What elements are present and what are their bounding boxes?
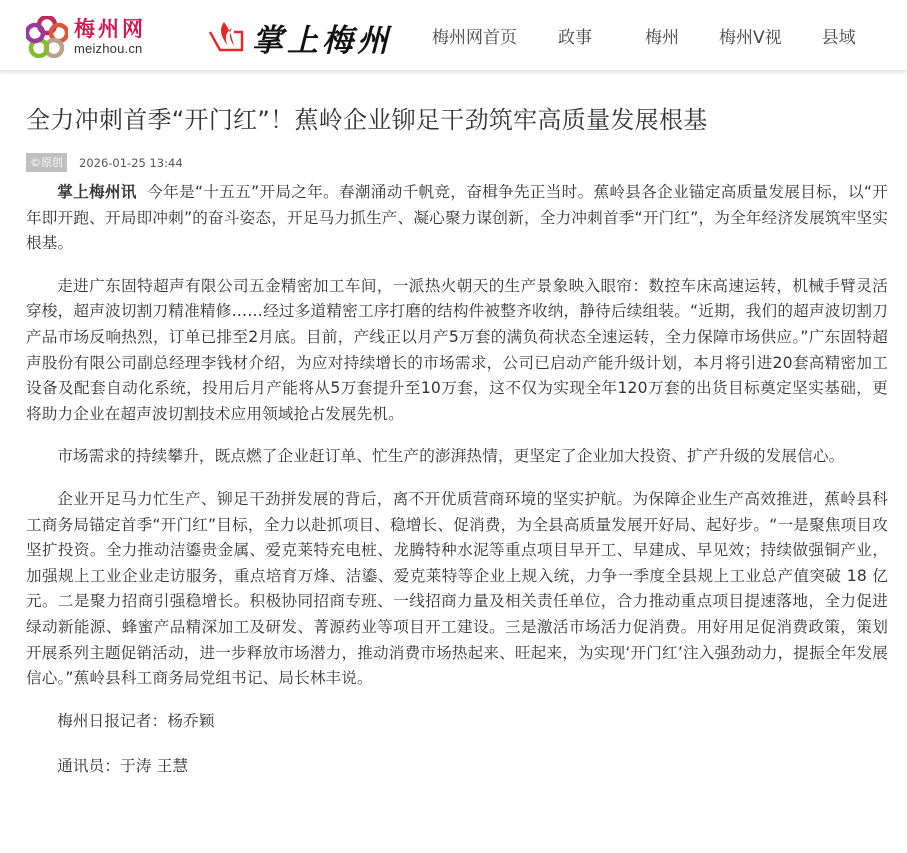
article-paragraph: 走进广东固特超声有限公司五金精密加工车间，一派热火朝天的生产景象映入眼帘：数控车床高速运转，机械手臂灵活穿梭，超声波切割刀精准精修……经过多道精密工序打磨的结构件被整齐收纳，静待后续组装。“近期，我们的超声波切割刀产品市场反响热烈，订单已排至2月底。目前，产线正以月产5万套的满负荷状态全速运转，全力保障市场供应。”广东固特超声股份有限公司副总经理李钱材介绍，为应对持续增长的市场需求，公司已启动产能升级计划，本月将引进20套高精密加工设备及配套自动化系统，投用后月产能将从5万套提升至10万套，这不仅为实现全年120万套的出货目标奠定坚实基础，更将助力企业在超声波切割技术应用领域抢占发展先机。: [26, 276, 888, 423]
nav-meizhou-video[interactable]: 梅州V视: [719, 28, 782, 48]
article-paragraph: [26, 180, 888, 257]
nav-home[interactable]: 梅州网首页: [432, 28, 517, 48]
correspondent-credit: 通讯员：于涛 王慧: [57, 757, 189, 776]
nav-politics[interactable]: 政事: [558, 28, 592, 48]
original-badge: ©原创: [26, 153, 67, 172]
nav-county[interactable]: 县域: [821, 28, 856, 48]
lead-source: 掌上梅州讯: [57, 183, 137, 201]
main-nav: [420, 0, 856, 71]
article-paragraph: 市场需求的持续攀升，既点燃了企业赶订单、忙生产的澎湃热情，更坚定了企业加大投资、扩产升级的发展信心。: [57, 447, 845, 466]
plum-flower-icon: [26, 16, 68, 58]
nav-meizhou[interactable]: 梅州: [645, 28, 679, 48]
article-paragraph: 企业开足马力忙生产、铆足干劲拼发展的背后，离不开优质营商环境的坚实护航。为保障企业生产高效推进，蕉岭县科工商务局锚定首季“开门红”目标，全力以赴抓项目、稳增长、促消费，为全县高质量发展开好局、起好步。“一是聚焦项目攻坚扩投资。全力推动洁鎏贵金属、爱克莱特充电桩、龙腾特种水泥等重点项目早开工、早建成、早见效；持续做强铜产业，加强规上工业企业走访服务，重点培育万烽、洁鎏、爱克莱特等企业上规入统，力争一季度全县规上工业总产值突破 18 亿元。二是聚力招商引强稳增长。积极协同招商专班、一线招商力量及相关责任单位，合力推动重点项目提速落地，全力促进绿动新能源、蜂蜜产品精深加工及研发、菁源药业等项目开工建设。三是激活市场活力促消费。用好用足促消费政策，策划开展系列主题促销活动，进一步释放市场潜力，推动消费市场热起来、旺起来，为实现‘开门红’注入强劲动力，提振全年发展信心。”蕉岭县科工商务局党组书记、局长林丰说。: [26, 489, 888, 688]
zhangshang-meizhou-text: 掌上梅州: [252, 22, 392, 59]
article-meta: [26, 153, 888, 172]
site-header: [0, 0, 907, 71]
article-title: 全力冲刺首季“开门红”！蕉岭企业铆足干劲筑牢高质量发展根基: [26, 106, 708, 134]
paragraph-text: 今年是“十五五”开局之年。春潮涌动千帆竞，奋楫争先正当时。蕉岭县各企业锚定高质量发展目标，以“开年即开跑、开局即冲刺”的奋斗姿态，开足马力抓生产、凝心聚力谋创新，全力冲刺首季“开门红”，为全年经济发展筑牢坚实根基。: [26, 183, 888, 253]
meizhou-logo[interactable]: [26, 14, 176, 60]
meizhou-logo-en: meizhou.cn: [74, 41, 143, 56]
article-body: [26, 180, 888, 780]
article: [26, 100, 888, 800]
zhangshang-meizhou-logo[interactable]: [208, 15, 392, 59]
publish-date: 2026-01-25 13:44: [79, 155, 183, 170]
reporter-credit: 梅州日报记者：杨乔颖: [57, 711, 215, 730]
flame-book-icon: [208, 20, 244, 54]
meizhou-logo-cn: 梅州网: [74, 16, 146, 41]
